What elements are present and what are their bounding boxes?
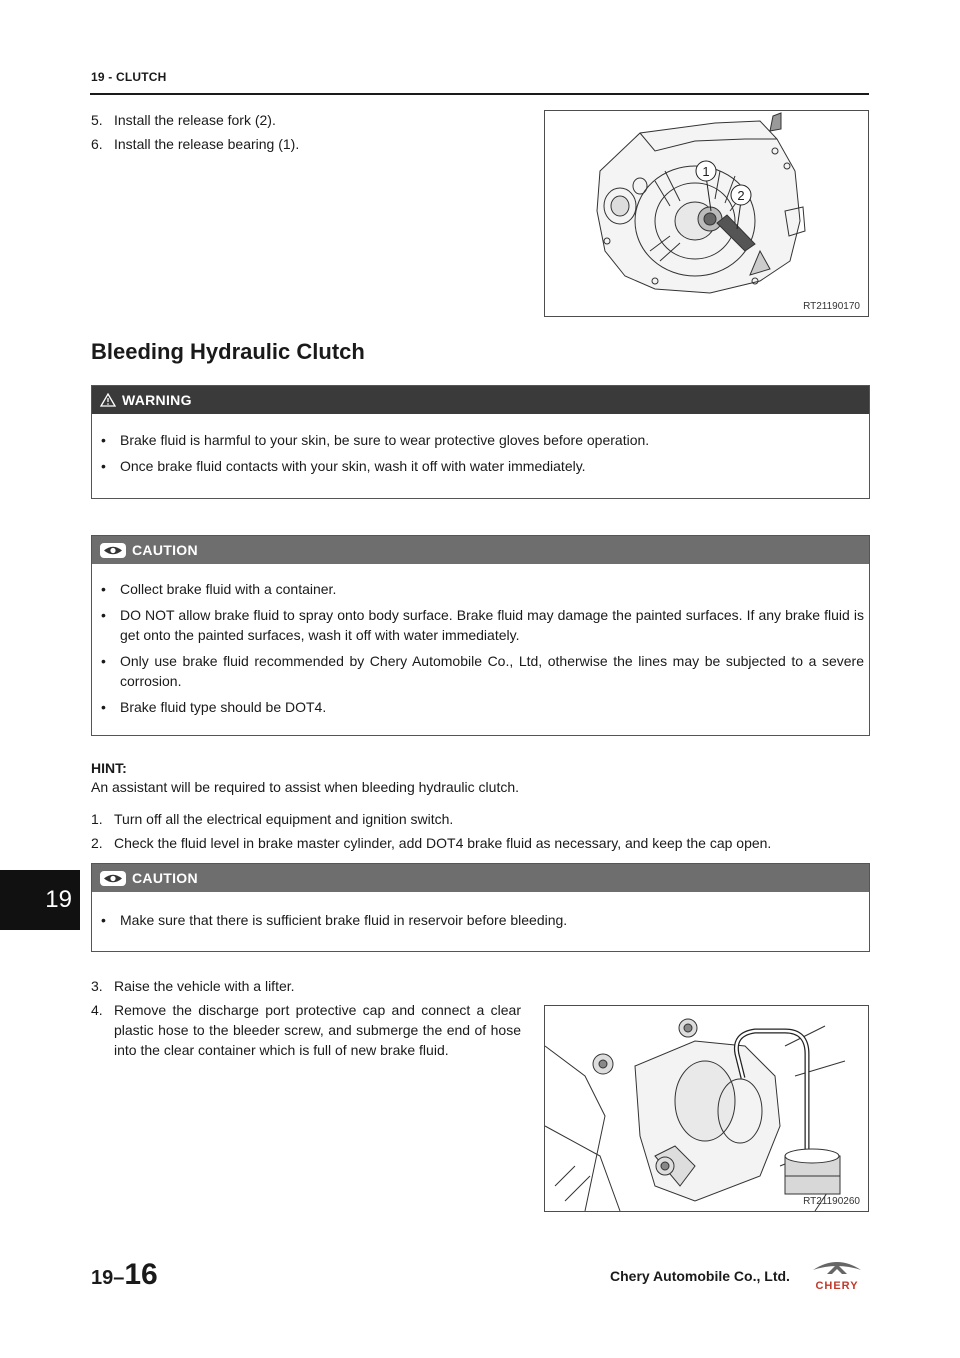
figure-code: RT21190170 — [803, 301, 860, 312]
bleed-step — [91, 809, 868, 829]
caution-box — [91, 535, 870, 736]
caution-header — [92, 536, 869, 564]
hint-label: HINT: — [91, 760, 127, 776]
warning-item: • Brake fluid is harmful to your skin, be sure to wear protective gloves before operation. — [101, 432, 650, 448]
warning-box — [91, 385, 870, 499]
bleeder-drawing — [545, 1006, 868, 1211]
chery-logo — [805, 1256, 869, 1292]
caution-title: CAUTION — [132, 870, 198, 886]
step-number: 3. — [91, 978, 103, 994]
step-text: Raise the vehicle with a lifter. — [114, 978, 295, 994]
install-step — [91, 110, 511, 130]
step-number: 4. — [91, 1002, 103, 1018]
section-title: Bleeding Hydraulic Clutch — [91, 339, 365, 364]
eye-icon — [100, 543, 126, 558]
hint-text: An assistant will be required to assist when bleeding hydraulic clutch. — [91, 779, 520, 795]
bleeder-illustration — [544, 1005, 869, 1212]
company-name: Chery Automobile Co., Ltd. — [610, 1268, 790, 1284]
caution-item: • Make sure that there is sufficient brake fluid in reservoir before bleeding. — [101, 912, 568, 928]
section-header: 19 - CLUTCH — [91, 70, 167, 84]
transaxle-drawing — [545, 111, 868, 316]
caution-item: • DO NOT allow brake fluid to spray onto body surface. Brake fluid may damage the painted surfaces. If any brake fluid is get onto the painted surfaces, wash it off with water immediately. — [101, 607, 864, 643]
step-number: 5. — [91, 112, 103, 128]
step-text: Install the release fork (2). — [114, 112, 276, 128]
callout-label: 2 — [737, 188, 745, 203]
bleed-step — [91, 1000, 521, 1090]
caution-header — [92, 864, 869, 892]
step-text: Install the release bearing (1). — [114, 136, 300, 152]
caution-box — [91, 863, 870, 952]
warning-triangle-icon — [100, 393, 116, 407]
svg-text:CHERY: CHERY — [815, 1280, 859, 1292]
step-number: 6. — [91, 136, 103, 152]
page-num: 16 — [124, 1258, 158, 1291]
step-number: 2. — [91, 835, 103, 851]
figure-code: RT21190260 — [803, 1196, 860, 1207]
transaxle-illustration — [544, 110, 869, 317]
warning-title: WARNING — [122, 392, 192, 408]
step-text: Remove the discharge port protective cap and connect a clear plastic hose to the bleeder screw, and submerge the end of hose into the clear container which is full of new brake fluid. — [114, 1002, 521, 1058]
page-number — [91, 1258, 158, 1292]
bleed-step — [91, 976, 531, 996]
bleed-step — [91, 833, 881, 853]
install-step — [91, 134, 511, 154]
header-rule — [90, 93, 869, 95]
caution-title: CAUTION — [132, 542, 198, 558]
warning-header — [92, 386, 869, 414]
callout-label: 1 — [702, 164, 710, 179]
chapter-tab: 19 — [0, 870, 80, 930]
step-text: Check the fluid level in brake master cylinder, add DOT4 brake fluid as necessary, and keep the cap open. — [114, 835, 772, 851]
caution-item: • Brake fluid type should be DOT4. — [101, 699, 327, 715]
page-prefix: 19– — [91, 1267, 125, 1289]
step-text: Turn off all the electrical equipment and ignition switch. — [114, 811, 454, 827]
warning-item: • Once brake fluid contacts with your skin, wash it off with water immediately. — [101, 458, 586, 474]
step-number: 1. — [91, 811, 103, 827]
caution-item: • Collect brake fluid with a container. — [101, 581, 337, 597]
eye-icon — [100, 871, 126, 886]
caution-item: • Only use brake fluid recommended by Chery Automobile Co., Ltd, otherwise the lines may be subjected to a severe corrosion. — [101, 653, 864, 689]
